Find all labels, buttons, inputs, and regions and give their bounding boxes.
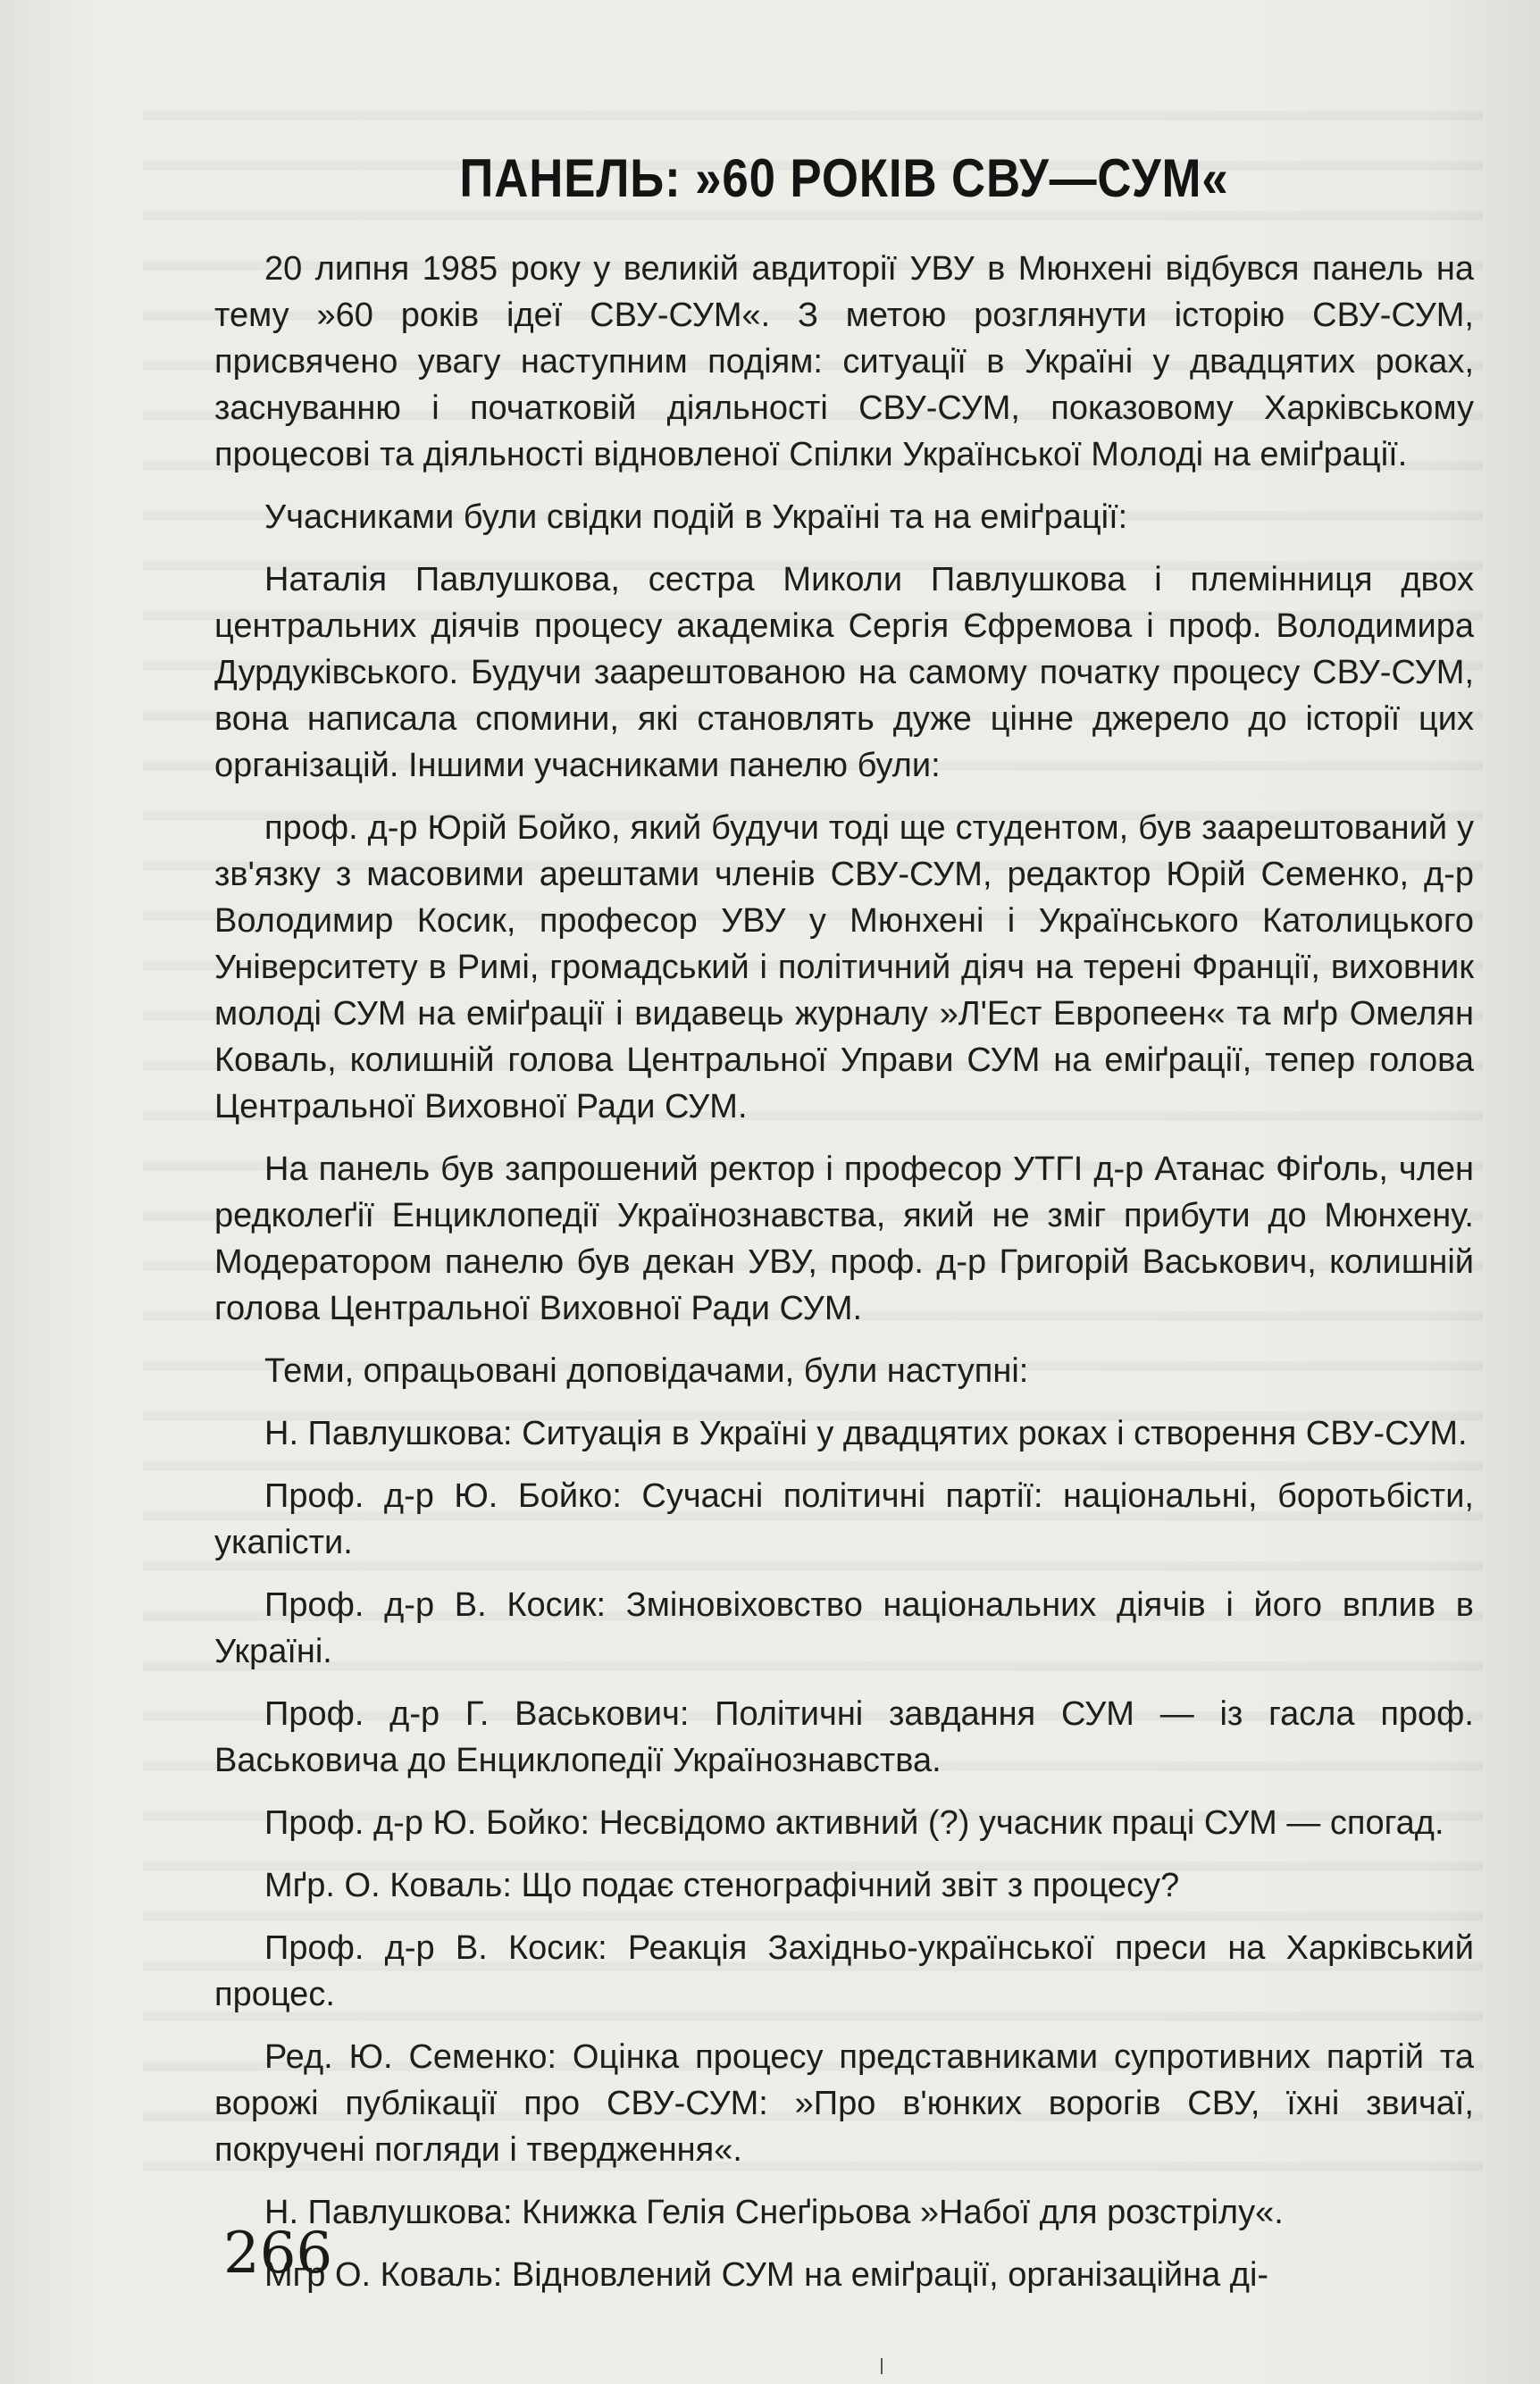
other-participants-paragraph: проф. д-р Юрій Бойко, який будучи тоді ще студентом, був заарештований у зв'язку з масовими арештами членів СВУ-СУМ, редактор Юрій Семенко, д-р Володимир Косик, професор УВУ у Мюнхені і Українського Католицького Університету в Римі, громадський і політичний діяч на терені Франції, виховник молоді СУМ на еміґрації і видавець журналу »Л'Ест Европеен« та мґр Омелян Коваль, колишній голова Центральної Управи СУМ на еміґрації, тепер голова Центральної Виховної Ради СУМ. xyxy=(214,809,1474,1125)
topic-item: Ред. Ю. Семенко: Оцінка процесу представниками супротивних партій та ворожі публікації про СВУ-СУМ: »Про в'юнких ворогів СВУ, їхні звичаї, покручені погляди і твердження«. xyxy=(214,2038,1474,2169)
moderator-paragraph: На панель був запрошений ректор і професор УТГІ д-р Атанас Фіґоль, член редколеґії Енциклопедії Українознавства, який не зміг прибути до Мюнхену. Модератором панелю був декан УВУ, проф. д-р Григорій Васькович, колишній голова Центральної Виховної Ради СУМ. xyxy=(214,1150,1474,1327)
topic-item: Проф. д-р В. Косик: Зміновіховство національних діячів і його вплив в Україні. xyxy=(214,1586,1474,1670)
article-body xyxy=(214,147,1474,2314)
intro-paragraph: 20 липня 1985 року у великій авдиторії УВУ в Мюнхені відбувся панель на тему »60 років ідеї СВУ-СУМ«. З метою розглянути історію СВУ-СУМ, присвячено увагу наступним подіям: ситуації в Україні у двадцятих роках, заснуванню і початковій діяльності СВУ-СУМ, показовому Харківському процесові та діяльності відновленої Спілки Української Молоді на еміґрації. xyxy=(214,250,1474,473)
article-title: ПАНЕЛЬ: »60 РОКІВ СВУ—СУМ« xyxy=(459,148,1229,208)
participants-intro-paragraph: Учасниками були свідки подій в Україні та на еміґрації: xyxy=(264,498,1128,536)
print-mark xyxy=(881,2358,883,2374)
topics-heading-paragraph: Теми, опрацьовані доповідачами, були наступні: xyxy=(264,1352,1029,1390)
topic-item: Проф. д-р Ю. Бойко: Несвідомо активний (?) учасник праці СУМ — спогад. xyxy=(264,1804,1444,1842)
page-number: 266 xyxy=(223,2221,333,2287)
pavlushkova-paragraph: Наталія Павлушкова, сестра Миколи Павлушкова і племінниця двох центральних діячів процесу академіка Сергія Єфремова і проф. Володимира Дурдуківського. Будучи заарештованою на самому початку процесу СВУ-СУМ, вона написала спомини, які становлять дуже цінне джерело до історії цих організацій. Іншими учасниками панелю були: xyxy=(214,561,1474,784)
topic-item: Мґр О. Коваль: Відновлений СУМ на еміґрації, організаційна ді- xyxy=(264,2256,1269,2294)
topic-item: Проф. д-р В. Косик: Реакція Західньо-української преси на Харківський процес. xyxy=(214,1929,1474,2013)
topic-item: Проф. д-р Г. Васькович: Політичні завдання СУМ — із гасла проф. Васьковича до Енциклопедії Українознавства. xyxy=(214,1695,1474,1779)
topic-item: Н. Павлушкова: Ситуація в Україні у двадцятих роках і створення СВУ-СУМ. xyxy=(264,1415,1468,1452)
topic-item: Н. Павлушкова: Книжка Гелія Снеґірьова »Набої для розстрілу«. xyxy=(264,2194,1284,2231)
topic-item: Проф. д-р Ю. Бойко: Сучасні політичні партії: національні, боротьбісти, укапісти. xyxy=(214,1477,1474,1561)
topic-item: Мґр. О. Коваль: Що подає стенографічний звіт з процесу? xyxy=(264,1867,1180,1904)
